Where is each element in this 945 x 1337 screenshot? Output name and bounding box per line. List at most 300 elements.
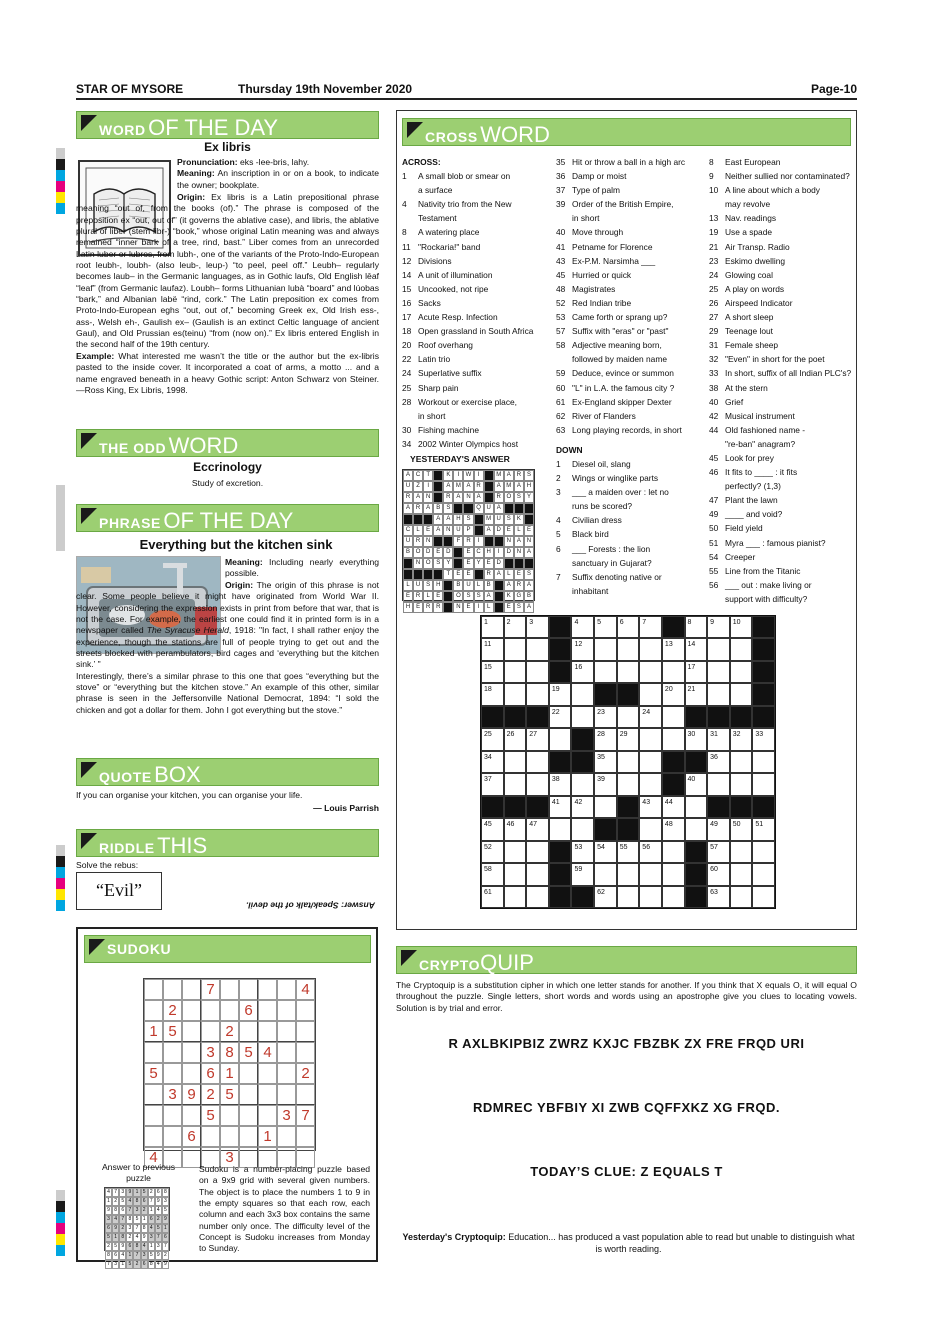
crossword-cell[interactable] — [571, 818, 594, 840]
clue-text: Air Transp. Radio — [725, 241, 790, 252]
crossword-cell[interactable]: 21 — [685, 683, 708, 705]
clue-list-col2 — [556, 155, 706, 437]
answer-cell: 6 — [162, 1233, 169, 1242]
crossword-cell[interactable] — [639, 661, 662, 683]
clue-text: Old fashioned name - — [725, 424, 806, 435]
crossword-cell[interactable] — [639, 751, 662, 773]
crossword-cell[interactable]: 12 — [571, 638, 594, 660]
crossword-cell[interactable] — [685, 818, 708, 840]
crossword-cell[interactable]: 43 — [639, 796, 662, 818]
sudoku-cell[interactable] — [163, 979, 182, 1000]
clue-text: A watering place — [418, 227, 480, 238]
answer-cell: 9 — [112, 1224, 119, 1233]
crossword-cell[interactable] — [752, 841, 775, 863]
sudoku-cell[interactable] — [163, 1063, 182, 1084]
section-label-big: QUIP — [480, 950, 534, 975]
sudoku-cell[interactable] — [144, 1000, 163, 1021]
clue-text: Open grassland in South Africa — [418, 326, 534, 337]
section-label-big: WORD — [480, 122, 550, 147]
clue-text: Musical instrument — [725, 410, 795, 421]
crossword-cell[interactable]: 57 — [707, 841, 730, 863]
sudoku-cell[interactable] — [220, 1126, 239, 1147]
clue-item — [709, 521, 855, 535]
mini-cell: E — [504, 525, 514, 536]
crossword-cell[interactable]: 16 — [571, 661, 594, 683]
crossword-cell[interactable] — [639, 863, 662, 885]
origin-label: Origin: — [177, 192, 206, 202]
crossword-cell[interactable] — [617, 886, 640, 908]
mini-cell: G — [514, 591, 524, 602]
sudoku-cell[interactable] — [296, 1084, 315, 1105]
clue-item — [709, 282, 855, 296]
crossword-cell[interactable]: 18 — [481, 683, 504, 705]
crossword-cell[interactable]: 52 — [481, 841, 504, 863]
sudoku-cell: 4 — [258, 1042, 277, 1063]
odd-word-title: Eccrinology — [193, 460, 262, 474]
clue-item — [402, 225, 550, 239]
crossword-cell[interactable] — [752, 863, 775, 885]
clue-item — [556, 457, 706, 471]
crossword-cell[interactable]: 37 — [481, 773, 504, 795]
mini-cell: M — [484, 514, 494, 525]
crossword-cell — [549, 841, 572, 863]
mini-cell: I — [453, 470, 463, 481]
sudoku-cell[interactable] — [277, 1000, 296, 1021]
corner-triangle-icon — [81, 833, 97, 849]
crossword-cell[interactable] — [730, 886, 753, 908]
sudoku-cell[interactable] — [220, 1105, 239, 1126]
clue-text: Civilian dress — [572, 515, 622, 526]
crossword-cell[interactable] — [617, 638, 640, 660]
sudoku-cell[interactable] — [239, 1021, 258, 1042]
crossword-cell[interactable] — [662, 886, 685, 908]
crossword-cell[interactable] — [504, 638, 527, 660]
sudoku-cell[interactable] — [239, 1105, 258, 1126]
sudoku-cell[interactable] — [258, 979, 277, 1000]
sudoku-cell[interactable] — [277, 1063, 296, 1084]
clue-number: 20 — [402, 340, 412, 351]
mini-cell — [514, 503, 524, 514]
word-of-day-origin — [76, 192, 379, 396]
crossword-cell[interactable]: 34 — [481, 751, 504, 773]
sudoku-cell[interactable] — [239, 1126, 258, 1147]
crossword-cell[interactable]: 14 — [685, 638, 708, 660]
crossword-cell[interactable]: 32 — [730, 728, 753, 750]
crossword-cell[interactable]: 29 — [617, 728, 640, 750]
mini-cell: N — [524, 536, 534, 547]
crossword-cell[interactable]: 13 — [662, 638, 685, 660]
clue-number: 55 — [709, 565, 719, 576]
crossword-cell[interactable] — [662, 706, 685, 728]
sudoku-answer-label: Answer to previous puzzle — [101, 1162, 176, 1184]
sudoku-cell[interactable] — [220, 1000, 239, 1021]
crossword-cell[interactable]: 36 — [707, 751, 730, 773]
mini-cell: I — [474, 470, 484, 481]
crossword-cell[interactable]: 20 — [662, 683, 685, 705]
sudoku-cell[interactable] — [258, 1105, 277, 1126]
crossword-cell[interactable] — [504, 886, 527, 908]
crossword-cell[interactable] — [526, 841, 549, 863]
sudoku-cell[interactable] — [182, 1063, 201, 1084]
answer-cell: 2 — [112, 1197, 119, 1206]
answer-cell: 4 — [155, 1206, 162, 1215]
clue-text: Testament — [418, 213, 457, 224]
crossword-cell[interactable]: 10 — [730, 616, 753, 638]
crossword-cell[interactable]: 8 — [685, 616, 708, 638]
crossword-cell[interactable] — [617, 773, 640, 795]
color-registration-marks — [56, 845, 65, 911]
sudoku-cell[interactable] — [144, 1126, 163, 1147]
clue-number: 40 — [556, 227, 566, 238]
crossword-cell[interactable]: 44 — [662, 796, 685, 818]
crossword-cell[interactable]: 33 — [752, 728, 775, 750]
crossword-cell[interactable] — [526, 863, 549, 885]
crossword-cell[interactable]: 28 — [594, 728, 617, 750]
crossword-cell[interactable]: 6 — [617, 616, 640, 638]
crossword-cell[interactable]: 51 — [752, 818, 775, 840]
answer-cell: 5 — [155, 1224, 162, 1233]
crossword-cell[interactable] — [639, 683, 662, 705]
answer-cell: 4 — [105, 1188, 112, 1197]
sudoku-cell[interactable] — [277, 1126, 296, 1147]
sudoku-cell[interactable] — [239, 1063, 258, 1084]
clues-col1 — [402, 155, 550, 451]
crossword-cell[interactable] — [504, 751, 527, 773]
sudoku-cell[interactable] — [296, 1000, 315, 1021]
crossword-cell — [730, 706, 753, 728]
crossword-cell[interactable]: 39 — [594, 773, 617, 795]
sudoku-cell[interactable] — [163, 1105, 182, 1126]
sudoku-cell[interactable] — [182, 1042, 201, 1063]
section-label-big: OF THE DAY — [148, 115, 279, 140]
crossword-cell[interactable] — [617, 863, 640, 885]
crossword-cell[interactable] — [526, 661, 549, 683]
crossword-cell[interactable] — [639, 886, 662, 908]
sudoku-cell[interactable] — [277, 979, 296, 1000]
crossword-cell[interactable] — [504, 773, 527, 795]
crossword-cell[interactable] — [707, 773, 730, 795]
corner-triangle-icon — [89, 939, 105, 955]
mini-cell: N — [514, 547, 524, 558]
crossword-cell[interactable]: 9 — [707, 616, 730, 638]
crossword-cell[interactable]: 17 — [685, 661, 708, 683]
clue-number: 45 — [709, 452, 719, 463]
crossword-cell[interactable]: 54 — [594, 841, 617, 863]
crossword-cell[interactable]: 49 — [707, 818, 730, 840]
section-label: RIDDLE — [99, 840, 155, 856]
sudoku-cell[interactable] — [144, 979, 163, 1000]
crossword-cell[interactable] — [730, 683, 753, 705]
sudoku-cell: 5 — [144, 1063, 163, 1084]
mini-cell — [403, 514, 413, 525]
crossword-cell[interactable]: 50 — [730, 818, 753, 840]
crossword-cell[interactable] — [662, 728, 685, 750]
sudoku-cell[interactable] — [239, 1084, 258, 1105]
crossword-cell[interactable] — [504, 863, 527, 885]
crossword-cell[interactable] — [526, 683, 549, 705]
crossword-cell[interactable] — [526, 751, 549, 773]
word-title: Ex libris — [204, 140, 251, 154]
crossword-cell[interactable]: 5 — [594, 616, 617, 638]
crossword-cell[interactable]: 58 — [481, 863, 504, 885]
crossword-cell[interactable]: 4 — [571, 616, 594, 638]
mini-cell: T — [423, 470, 433, 481]
sudoku-cell: 5 — [201, 1105, 220, 1126]
crossword-cell[interactable]: 35 — [594, 751, 617, 773]
crossword-cell[interactable]: 40 — [685, 773, 708, 795]
crossword-cell[interactable] — [730, 661, 753, 683]
mini-cell: A — [413, 492, 423, 503]
crossword-cell[interactable]: 31 — [707, 728, 730, 750]
clue-item — [709, 338, 855, 352]
cryptoquip-intro-text: The Cryptoquip is a substitution cipher in which one letter stands for another. If you think that X equals O, it will equal O throughout the puzzle. Single letters, short words and words using an apostrophe give you clues to locating vowels. Solution is by trial and error. — [396, 980, 857, 1013]
crossword-cell[interactable]: 48 — [662, 818, 685, 840]
crossword-cell[interactable]: 30 — [685, 728, 708, 750]
sudoku-cell[interactable] — [144, 1105, 163, 1126]
sudoku-cell[interactable] — [258, 1021, 277, 1042]
sudoku-cell[interactable] — [277, 1084, 296, 1105]
crossword-cell[interactable]: 61 — [481, 886, 504, 908]
crossword-cell[interactable] — [707, 661, 730, 683]
sudoku-cell[interactable] — [296, 1126, 315, 1147]
crossword-cell[interactable] — [730, 841, 753, 863]
sudoku-cell[interactable] — [144, 1084, 163, 1105]
crossword-cell[interactable]: 53 — [571, 841, 594, 863]
crossword-cell[interactable] — [639, 728, 662, 750]
clue-text: Sharp pain — [418, 382, 459, 393]
crossword-cell[interactable]: 63 — [707, 886, 730, 908]
answer-cell: 2 — [148, 1188, 155, 1197]
clue-text: Divisions — [418, 255, 452, 266]
crossword-cell[interactable]: 41 — [549, 796, 572, 818]
phrase-text-top — [225, 557, 379, 580]
mini-cell: M — [494, 470, 504, 481]
crossword-cell — [504, 706, 527, 728]
mini-cell — [423, 514, 433, 525]
sudoku-cell[interactable] — [182, 1000, 201, 1021]
crossword-cell[interactable] — [639, 638, 662, 660]
clue-number: 25 — [709, 283, 719, 294]
crossword-cell — [685, 706, 708, 728]
crossword-cell[interactable] — [662, 661, 685, 683]
mini-cell: N — [504, 536, 514, 547]
crossword-cell[interactable] — [730, 751, 753, 773]
crossword-cell[interactable]: 23 — [594, 706, 617, 728]
crossword-cell — [730, 796, 753, 818]
crossword-cell[interactable]: 25 — [481, 728, 504, 750]
sudoku-cell[interactable] — [144, 1042, 163, 1063]
mini-cell: E — [413, 602, 423, 613]
clue-text: Damp or moist — [572, 171, 627, 182]
answer-cell: 8 — [141, 1224, 148, 1233]
sudoku-cell[interactable] — [163, 1042, 182, 1063]
sudoku-cell[interactable] — [296, 1021, 315, 1042]
crossword-cell[interactable] — [594, 796, 617, 818]
sudoku-cell[interactable] — [258, 1000, 277, 1021]
crossword-cell[interactable] — [526, 638, 549, 660]
sudoku-cell[interactable] — [163, 1126, 182, 1147]
crossword-cell[interactable]: 26 — [504, 728, 527, 750]
sudoku-cell[interactable] — [220, 979, 239, 1000]
sudoku-cell[interactable] — [258, 1063, 277, 1084]
crossword-cell[interactable] — [617, 706, 640, 728]
clue-text: ___ out : make living or — [725, 579, 812, 590]
sudoku-cell[interactable] — [258, 1084, 277, 1105]
clue-item — [709, 366, 855, 380]
sudoku-cell: 3 — [201, 1042, 220, 1063]
clue-number: 5 — [556, 529, 561, 540]
answer-cell: 4 — [112, 1215, 119, 1224]
crossword-cell[interactable] — [730, 773, 753, 795]
mini-cell: U — [403, 481, 413, 492]
crossword-cell[interactable]: 60 — [707, 863, 730, 885]
clue-item — [402, 366, 550, 380]
crossword-cell[interactable] — [571, 683, 594, 705]
clue-number: 11 — [402, 241, 411, 252]
sudoku-cell[interactable] — [182, 979, 201, 1000]
crossword-cell[interactable] — [639, 818, 662, 840]
crossword-cell[interactable] — [730, 863, 753, 885]
sudoku-cell[interactable] — [201, 1126, 220, 1147]
mini-cell — [494, 602, 504, 613]
crossword-cell[interactable]: 27 — [526, 728, 549, 750]
crossword-cell[interactable] — [752, 751, 775, 773]
mini-cell: A — [433, 514, 443, 525]
crossword-cell — [571, 728, 594, 750]
clue-text: Diesel oil, slang — [572, 458, 631, 469]
clue-number: 41 — [556, 241, 566, 252]
clue-text: sanctuary in Gujarat? — [572, 557, 652, 568]
crossword-cell[interactable] — [571, 773, 594, 795]
mini-cell — [443, 591, 453, 602]
clue-text: Ex-England skipper Dexter — [572, 396, 672, 407]
crossword-cell[interactable]: 19 — [549, 683, 572, 705]
answer-cell: 5 — [133, 1215, 140, 1224]
answer-cell: 9 — [162, 1260, 169, 1269]
cryptoquip-header — [396, 946, 857, 974]
crossword-cell[interactable]: 2 — [504, 616, 527, 638]
crossword-cell[interactable] — [685, 796, 708, 818]
sudoku-cell: 4 — [144, 1147, 163, 1168]
clue-item — [556, 296, 706, 310]
clue-number: 40 — [709, 396, 719, 407]
sudoku-cell[interactable] — [201, 1021, 220, 1042]
mini-cell: L — [484, 602, 494, 613]
crossword-cell[interactable]: 15 — [481, 661, 504, 683]
crossword-cell[interactable] — [662, 841, 685, 863]
crossword-cell[interactable] — [617, 751, 640, 773]
clue-text: Type of palm — [572, 185, 620, 196]
mini-cell: R — [484, 569, 494, 580]
crossword-cell[interactable]: 46 — [504, 818, 527, 840]
answer-cell: 2 — [141, 1206, 148, 1215]
crossword-cell[interactable] — [730, 638, 753, 660]
crossword-cell[interactable]: 24 — [639, 706, 662, 728]
crossword-cell[interactable] — [549, 728, 572, 750]
clue-number — [402, 211, 418, 225]
crossword-cell[interactable] — [549, 818, 572, 840]
word-of-day-header — [76, 111, 379, 139]
crossword-cell — [752, 796, 775, 818]
sudoku-cell[interactable] — [182, 1105, 201, 1126]
crossword-cell[interactable]: 3 — [526, 616, 549, 638]
answer-cell: 6 — [141, 1197, 148, 1206]
sudoku-cell[interactable] — [277, 1021, 296, 1042]
newspaper-name: STAR OF MYSORE — [76, 82, 184, 96]
crossword-cell[interactable] — [594, 661, 617, 683]
crossword-cell[interactable] — [594, 638, 617, 660]
clue-number: 8 — [402, 227, 407, 238]
sudoku-cell: 7 — [201, 979, 220, 1000]
mini-cell: R — [443, 492, 453, 503]
down-label: DOWN — [556, 444, 583, 455]
crossword-cell[interactable]: 42 — [571, 796, 594, 818]
yesterday-label: YESTERDAY'S ANSWER — [410, 454, 510, 464]
crossword-cell[interactable]: 56 — [639, 841, 662, 863]
clue-item — [556, 282, 706, 296]
crossword-cell[interactable]: 45 — [481, 818, 504, 840]
crossword-cell[interactable] — [707, 638, 730, 660]
crossword-cell[interactable] — [526, 773, 549, 795]
crossword-cell[interactable] — [526, 886, 549, 908]
clue-text: Look for prey — [725, 452, 774, 463]
crossword-cell[interactable]: 11 — [481, 638, 504, 660]
clue-text: 2002 Winter Olympics host — [418, 438, 519, 449]
clue-number: 3 — [556, 487, 561, 498]
crossword-cell[interactable]: 1 — [481, 616, 504, 638]
mini-cell: O — [504, 492, 514, 503]
cryptoquip-intro — [396, 980, 857, 1014]
crossword-cell[interactable]: 22 — [549, 706, 572, 728]
crossword-cell[interactable] — [504, 661, 527, 683]
crossword-cell[interactable]: 59 — [571, 863, 594, 885]
sudoku-cell: 8 — [220, 1042, 239, 1063]
crossword-cell[interactable]: 55 — [617, 841, 640, 863]
crossword-cell[interactable]: 7 — [639, 616, 662, 638]
crossword-cell[interactable]: 38 — [549, 773, 572, 795]
answer-cell: 5 — [148, 1251, 155, 1260]
mini-cell — [413, 569, 423, 580]
crossword-cell[interactable] — [594, 863, 617, 885]
crossword-cell[interactable] — [571, 706, 594, 728]
mini-cell — [494, 536, 504, 547]
clue-item — [709, 183, 855, 197]
clue-item — [709, 381, 855, 395]
crossword-cell[interactable] — [639, 773, 662, 795]
clue-text: Glowing coal — [725, 269, 773, 280]
crossword-cell[interactable] — [662, 863, 685, 885]
sudoku-cell[interactable] — [182, 1021, 201, 1042]
crossword-cell[interactable] — [752, 773, 775, 795]
sudoku-cell[interactable] — [277, 1042, 296, 1063]
sudoku-cell[interactable] — [239, 979, 258, 1000]
sudoku-cell[interactable] — [296, 1042, 315, 1063]
crossword-cell[interactable]: 47 — [526, 818, 549, 840]
answer-cell: 3 — [148, 1233, 155, 1242]
crossword-cell[interactable] — [752, 886, 775, 908]
crossword-cell[interactable] — [504, 683, 527, 705]
sudoku-cell[interactable] — [201, 1000, 220, 1021]
clue-text: Myra ___ : famous pianist? — [725, 537, 826, 548]
crossword-cell[interactable] — [707, 683, 730, 705]
clue-item — [709, 211, 855, 225]
crossword-cell[interactable]: 62 — [594, 886, 617, 908]
crossword-cell[interactable] — [617, 661, 640, 683]
answer-cell: 7 — [112, 1188, 119, 1197]
clue-number: 29 — [709, 326, 719, 337]
crossword-cell[interactable] — [504, 841, 527, 863]
mini-cell: S — [443, 503, 453, 514]
